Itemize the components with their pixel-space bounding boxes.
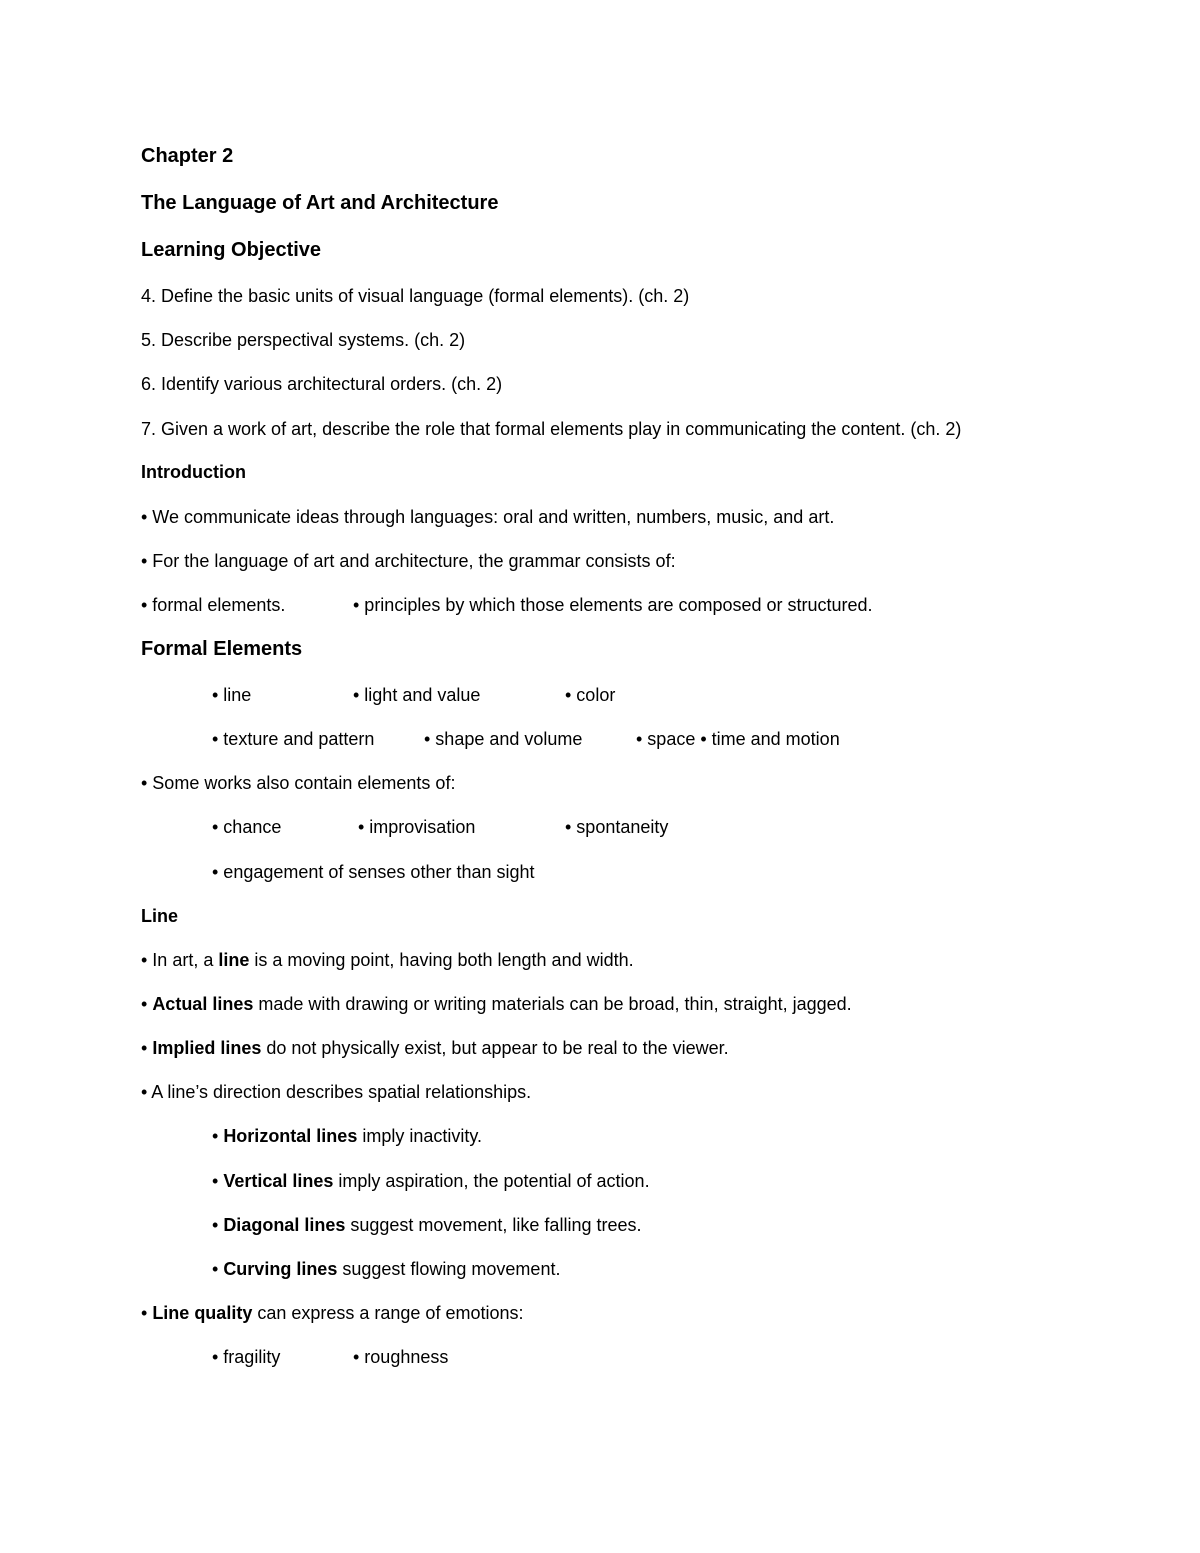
intro-bullet: • We communicate ideas through languages: oral and written, numbers, music, and art. — [141, 507, 835, 527]
objective-item: 7. Given a work of art, describe the role that formal elements play in communicating the content. (ch. 2) — [141, 419, 962, 439]
element-item: • space • time and motion — [636, 729, 840, 749]
chapter-heading: Chapter 2 — [141, 145, 234, 167]
intro-bullet: • principles by which those elements are composed or structured. — [353, 595, 873, 615]
element-item: • texture and pattern — [212, 729, 375, 749]
objective-item: 4. Define the basic units of visual language (formal elements). (ch. 2) — [141, 286, 690, 306]
element-item: • shape and volume — [424, 729, 583, 749]
element-item: • improvisation — [358, 817, 476, 837]
line-bullet: • Actual lines made with drawing or writing materials can be broad, thin, straight, jagged. — [141, 994, 852, 1014]
line-bullet: • A line’s direction describes spatial relationships. — [141, 1082, 532, 1102]
line-bullet: • Line quality can express a range of emotions: — [141, 1303, 524, 1323]
formal-elements-heading: Formal Elements — [141, 638, 303, 660]
intro-bullet: • For the language of art and architecture, the grammar consists of: — [141, 551, 676, 571]
element-item: • line — [212, 685, 252, 705]
element-item: • chance — [212, 817, 282, 837]
line-sub-bullet: • Diagonal lines suggest movement, like falling trees. — [212, 1215, 642, 1235]
intro-bullet: • formal elements. — [141, 595, 286, 615]
element-item: • engagement of senses other than sight — [212, 862, 535, 882]
element-bullet: • Some works also contain elements of: — [141, 773, 456, 793]
element-item: • spontaneity — [565, 817, 669, 837]
emotion-item: • fragility — [212, 1347, 281, 1367]
line-bullet: • In art, a line is a moving point, having both length and width. — [141, 950, 634, 970]
line-sub-bullet: • Curving lines suggest flowing movement. — [212, 1259, 561, 1279]
line-heading: Line — [141, 906, 179, 926]
introduction-heading: Introduction — [141, 462, 246, 482]
objectives-heading: Learning Objective — [141, 239, 322, 261]
objective-item: 6. Identify various architectural orders. (ch. 2) — [141, 374, 503, 394]
objective-item: 5. Describe perspectival systems. (ch. 2) — [141, 330, 466, 350]
element-item: • color — [565, 685, 616, 705]
line-bullet: • Implied lines do not physically exist, but appear to be real to the viewer. — [141, 1038, 729, 1058]
element-item: • light and value — [353, 685, 481, 705]
page-title: The Language of Art and Architecture — [141, 192, 499, 214]
emotion-item: • roughness — [353, 1347, 449, 1367]
line-sub-bullet: • Vertical lines imply aspiration, the potential of action. — [212, 1171, 650, 1191]
line-sub-bullet: • Horizontal lines imply inactivity. — [212, 1126, 483, 1146]
